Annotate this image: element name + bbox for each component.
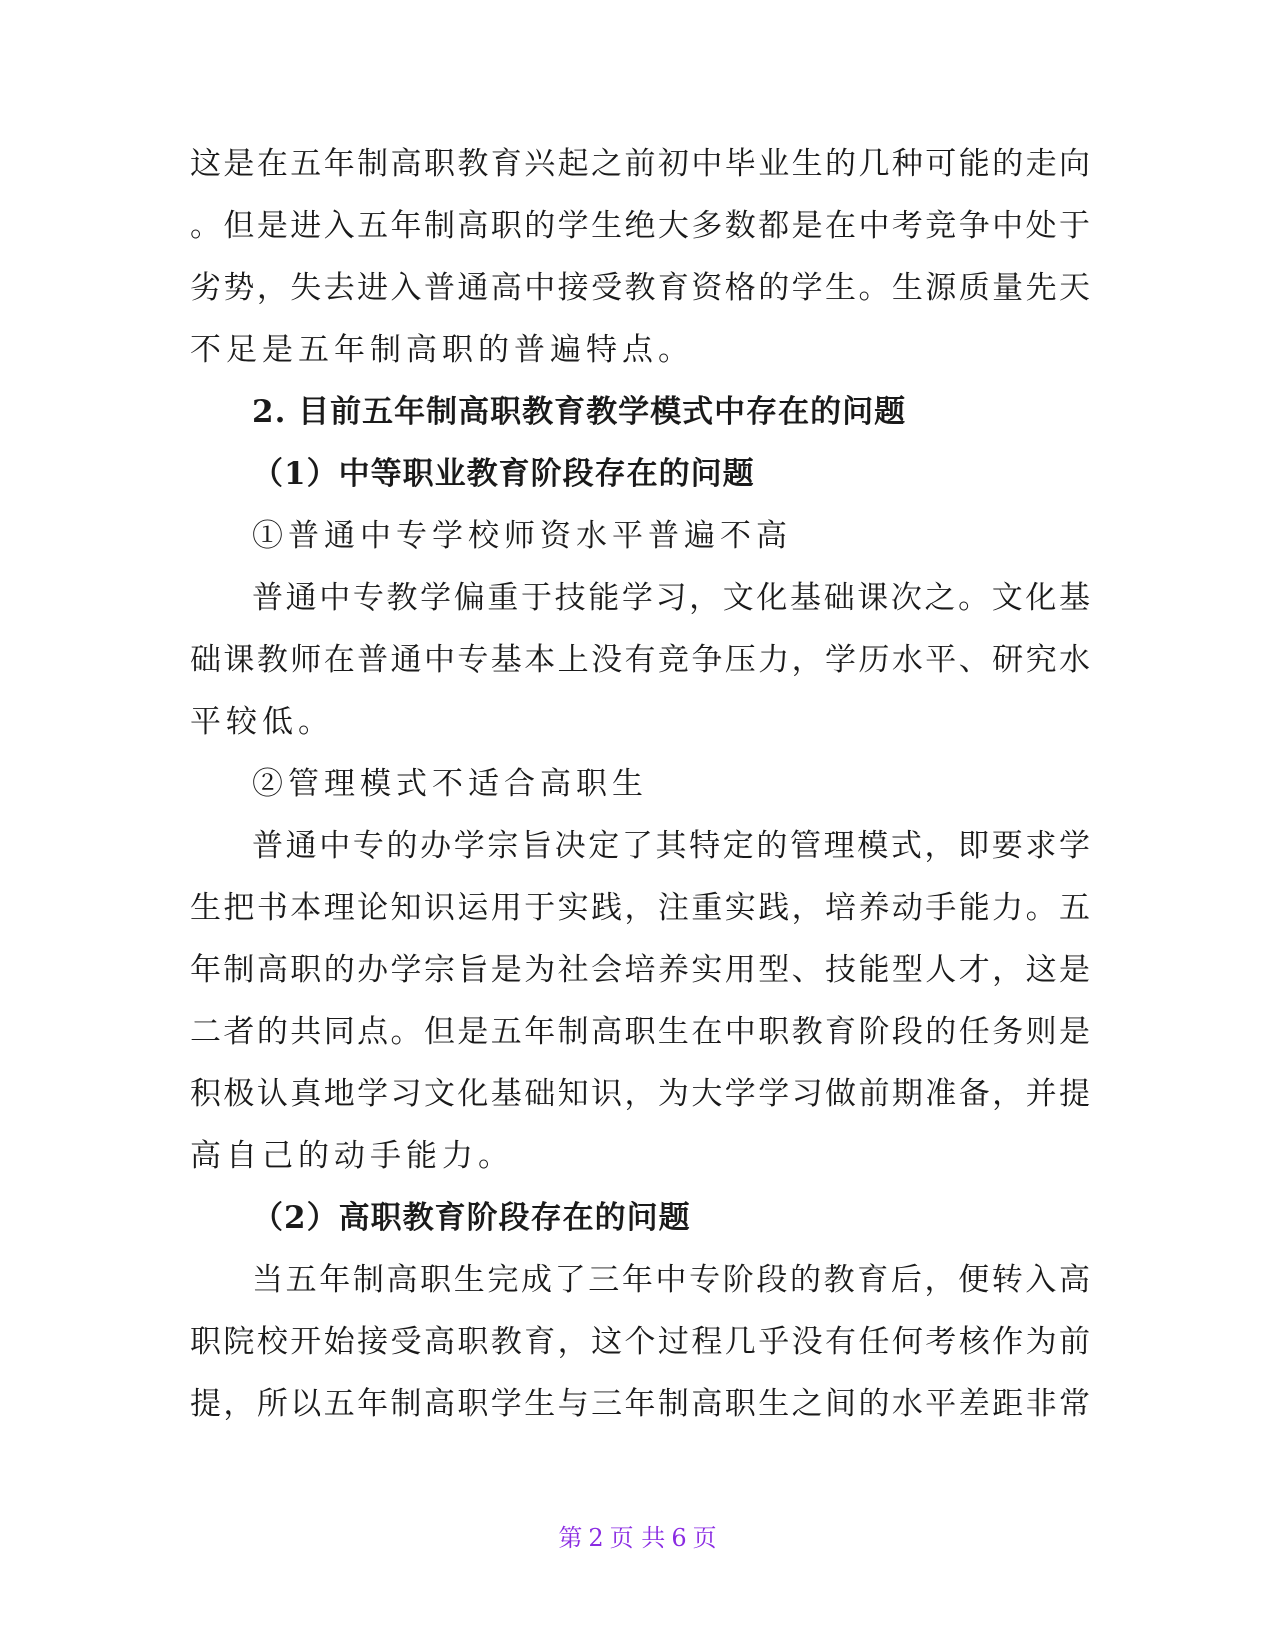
paragraph-line: 平较低。 — [190, 704, 334, 740]
footer-mid: 页 共 — [609, 1524, 666, 1552]
page-footer — [0, 1518, 1275, 1558]
footer-prefix: 第 — [558, 1524, 583, 1552]
paragraph-line: 普通中专的办学宗旨决定了其特定的管理模式，即要求学 — [252, 828, 1090, 864]
paragraph-line: 劣势，失去进入普通高中接受教育资格的学生。生源质量先天 — [190, 270, 1090, 306]
current-page-number: 2 — [588, 1524, 604, 1552]
paragraph-line: 生把书本理论知识运用于实践，注重实践，培养动手能力。五 — [190, 890, 1090, 926]
subsection-heading: （1）中等职业教育阶段存在的问题 — [252, 456, 755, 492]
paragraph-line: 积极认真地学习文化基础知识，为大学学习做前期准备，并提 — [190, 1076, 1090, 1112]
paragraph-line: 当五年制高职生完成了三年中专阶段的教育后，便转入高 — [252, 1262, 1090, 1298]
paragraph-line: 普通中专教学偏重于技能学习，文化基础课次之。文化基 — [252, 580, 1090, 616]
paragraph-line: 础课教师在普通中专基本上没有竞争压力，学历水平、研究水 — [190, 642, 1090, 678]
paragraph-line: 。但是进入五年制高职的学生绝大多数都是在中考竞争中处于 — [190, 208, 1090, 244]
paragraph-line: 年制高职的办学宗旨是为社会培养实用型、技能型人才，这是 — [190, 952, 1090, 988]
subsection-heading: （2）高职教育阶段存在的问题 — [252, 1200, 691, 1236]
numbered-point-heading: ②管理模式不适合高职生 — [252, 766, 648, 802]
paragraph-line: 提，所以五年制高职学生与三年制高职生之间的水平差距非常 — [190, 1386, 1090, 1422]
section-heading: 2. 目前五年制高职教育教学模式中存在的问题 — [252, 394, 907, 430]
numbered-point-heading: ①普通中专学校师资水平普遍不高 — [252, 518, 792, 554]
paragraph-line: 高自己的动手能力。 — [190, 1138, 514, 1174]
paragraph-line: 不足是五年制高职的普遍特点。 — [190, 332, 694, 368]
footer-suffix: 页 — [692, 1524, 717, 1552]
paragraph-line: 职院校开始接受高职教育，这个过程几乎没有任何考核作为前 — [190, 1324, 1090, 1360]
total-pages-number: 6 — [671, 1524, 687, 1552]
paragraph-line: 二者的共同点。但是五年制高职生在中职教育阶段的任务则是 — [190, 1014, 1090, 1050]
paragraph-line: 这是在五年制高职教育兴起之前初中毕业生的几种可能的走向 — [190, 146, 1090, 182]
